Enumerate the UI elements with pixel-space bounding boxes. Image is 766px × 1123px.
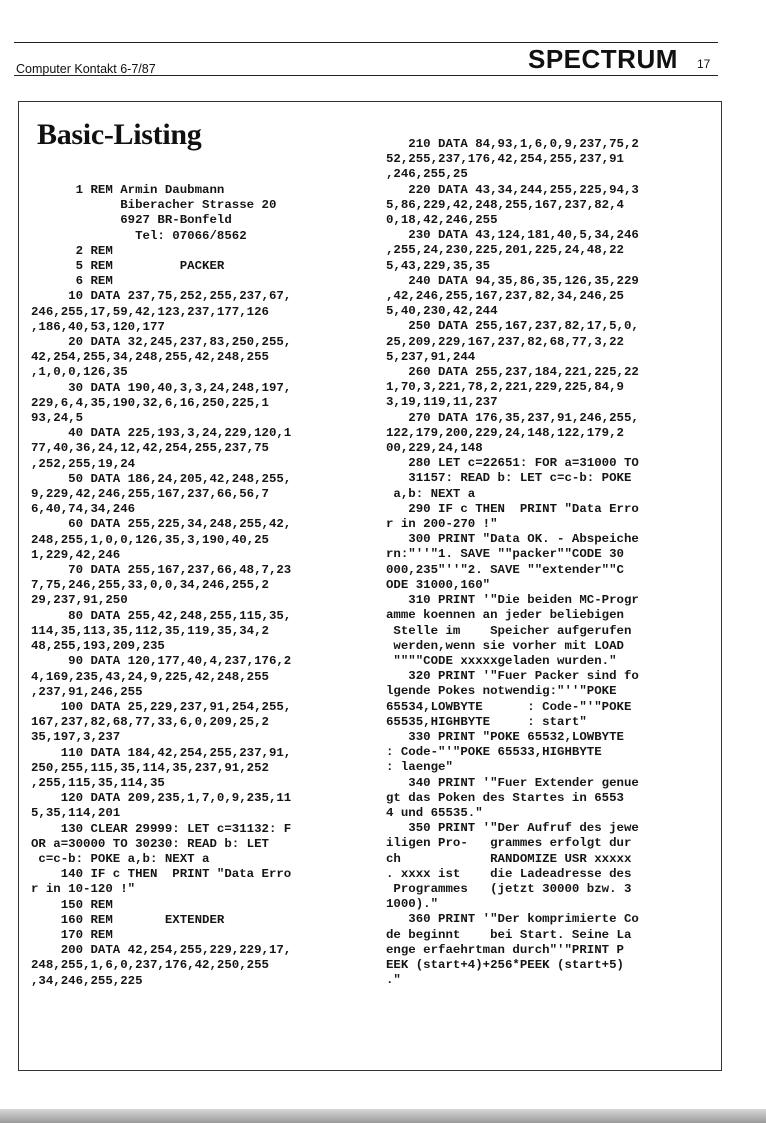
- article-title: Basic-Listing: [37, 118, 202, 151]
- listing-left-column: 1 REM Armin Daubmann Biberacher Strasse 20 6927 BR-Bonfeld Tel: 07066/8562 2 REM 5 REM PACKER 6 REM 10 DATA 237,75,252,255,237,67, 246,255,17,59,42,123,237,177,126 ,186,40,53,120,177 20 DATA 32,245,237,83,250,255, 42,254,255,34,248,255,42,248,255 ,1,0,0,126,35 30 DATA 190,40,3,3,24,248,197, 229,6,4,35,190,32,6,16,250,225,1 93,24,5 40 DATA 225,193,3,24,229,120,1 77,40,36,24,12,42,254,255,237,75 ,252,255,19,24 50 DATA 186,24,205,42,248,255, 9,229,42,246,255,167,237,66,56,7 6,40,74,34,246 60 DATA 255,225,34,248,255,42, 248,255,1,0,0,126,35,3,190,40,25 1,229,42,246 70 DATA 255,167,237,66,48,7,23 7,75,246,255,33,0,0,34,246,255,2 29,237,91,250 80 DATA 255,42,248,255,115,35, 114,35,113,35,112,35,119,35,34,2 48,255,193,209,235 90 DATA 120,177,40,4,237,176,2 4,169,235,43,24,9,225,42,248,255 ,237,91,246,255 100 DATA 25,229,237,91,254,255, 167,237,82,68,77,33,6,0,209,25,2 35,197,3,237 110 DATA 184,42,254,255,237,91, 250,255,115,35,114,35,237,91,252 ,255,115,35,114,35 120 DATA 209,235,1,7,0,9,235,11 5,35,114,201 130 CLEAR 29999: LET c=31132: F OR a=30000 TO 30230: READ b: LET c=c-b: POKE a,b: NEXT a 140 IF c THEN PRINT "Data Erro r in 10-120 !" 150 REM 160 REM EXTENDER 170 REM 200 DATA 42,254,255,229,229,17, 248,255,1,6,0,237,176,42,250,255 ,34,246,255,225: [31, 183, 292, 988]
- header-rule-top: [14, 42, 718, 43]
- page-number: 17: [697, 57, 711, 71]
- journal-name: Computer Kontakt 6-7/87: [16, 62, 156, 76]
- scan-bottom-edge: [0, 1109, 766, 1123]
- listing-right-column: 210 DATA 84,93,1,6,0,9,237,75,2 52,255,237,176,42,254,255,237,91 ,246,255,25 220 DATA 43,34,244,255,225,94,3 5,86,229,42,248,255,167,237,82,4 0,18,42,246,255 230 DATA 43,124,181,40,5,34,246 ,255,24,230,225,201,225,24,48,22 5,43,229,35,35 240 DATA 94,35,86,35,126,35,229 ,42,246,255,167,237,82,34,246,25 5,40,230,42,244 250 DATA 255,167,237,82,17,5,0, 25,209,229,167,237,82,68,77,3,22 5,237,91,244 260 DATA 255,237,184,221,225,22 1,70,3,221,78,2,221,229,225,84,9 3,19,119,11,237 270 DATA 176,35,237,91,246,255, 122,179,200,229,24,148,122,179,2 00,229,24,148 280 LET c=22651: FOR a=31000 TO 31157: READ b: LET c=c-b: POKE a,b: NEXT a 290 IF c THEN PRINT "Data Erro r in 200-270 !" 300 PRINT "Data OK. - Abspeiche rn:"''"1. SAVE ""packer""CODE 30 000,235"''"2. SAVE ""extender""C ODE 31000,160" 310 PRINT '"Die beiden MC-Progr amme koennen an jeder beliebigen Stelle im Speicher aufgerufen werden,wenn sie vorher mit LOAD """"CODE xxxxxgeladen wurden." 320 PRINT '"Fuer Packer sind fo lgende Pokes notwendig:"''"POKE 65534,LOWBYTE : Code-"'"POKE 65535,HIGHBYTE : start" 330 PRINT "POKE 65532,LOWBYTE : Code-"'"POKE 65533,HIGHBYTE : laenge" 340 PRINT '"Fuer Extender genue gt das Poken des Startes in 6553 4 und 65535." 350 PRINT '"Der Aufruf des jewe iligen Pro- grammes erfolgt dur ch RANDOMIZE USR xxxxx . xxxx ist die Ladeadresse des Programmes (jetzt 30000 bzw. 3 1000)." 360 PRINT '"Der komprimierte Co de beginnt bei Start. Seine La enge erfaehrtman durch"'"PRINT P EEK (start+4)+256*PEEK (start+5) .": [386, 137, 639, 988]
- section-title: SPECTRUM: [528, 44, 678, 74]
